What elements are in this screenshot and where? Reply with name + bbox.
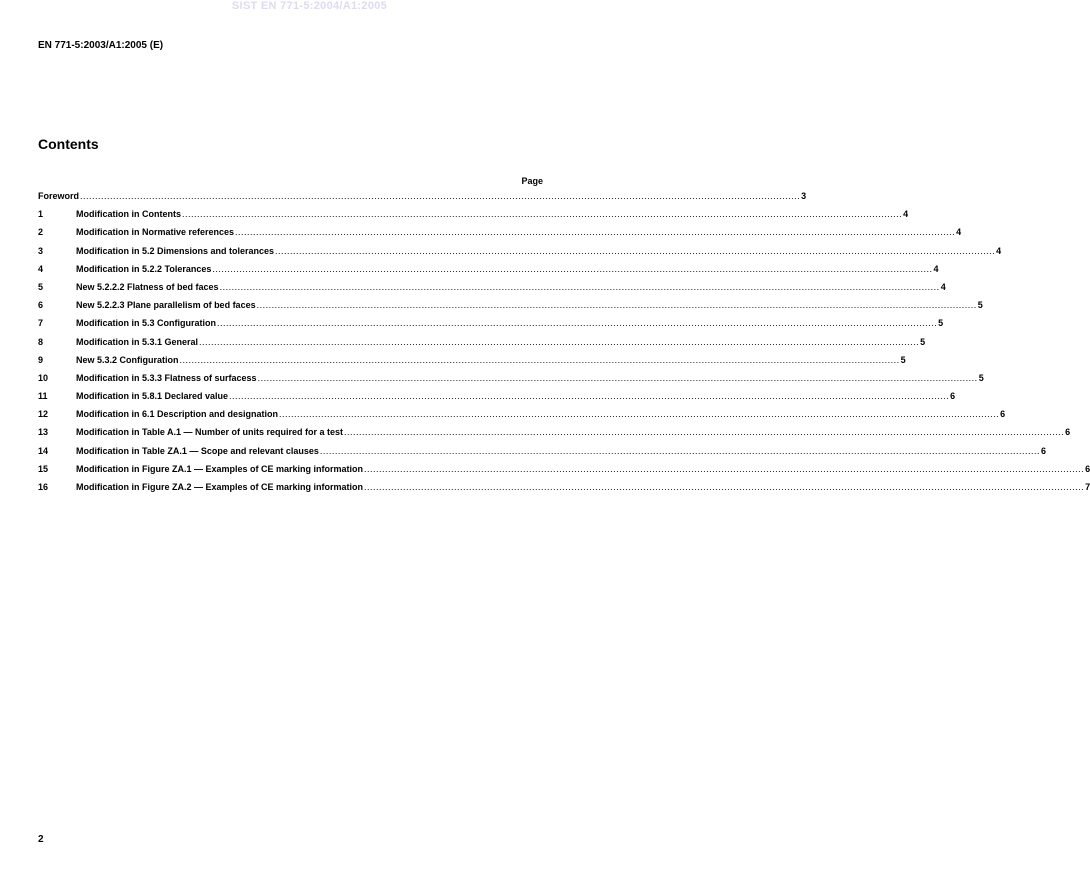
toc-entry-page: 5 (920, 336, 926, 347)
toc-entry-number: 12 (38, 409, 49, 420)
toc-entry[interactable] (38, 445, 1047, 464)
toc-entry-title: Modification in Table ZA.1 — Scope and relevant clauses (76, 445, 319, 456)
toc-entry-number: 10 (38, 372, 49, 383)
toc-dot-leader (80, 191, 800, 201)
toc-entry[interactable] (38, 300, 983, 318)
contents-title: Contents (38, 136, 99, 152)
toc-dot-leader (235, 227, 955, 237)
toc-entry[interactable] (38, 372, 984, 391)
toc-entry[interactable] (38, 409, 1006, 427)
toc-entry-number: 7 (38, 318, 44, 329)
toc-dot-leader (258, 373, 978, 383)
toc-entry[interactable] (38, 227, 962, 245)
toc-entry-title: Modification in 5.3.1 General (76, 336, 199, 347)
toc-entry-page: 6 (950, 391, 956, 402)
toc-dot-leader (344, 427, 1064, 437)
toc-entry[interactable] (38, 191, 807, 209)
document-id: EN 771-5:2003/A1:2005 (E) (38, 40, 164, 51)
toc-entry-number: 11 (38, 391, 48, 402)
toc-dot-leader (364, 482, 1084, 492)
toc-entry-number: 6 (38, 300, 44, 311)
toc-entry[interactable] (38, 209, 909, 227)
toc-dot-leader (180, 355, 900, 365)
toc-entry[interactable] (38, 482, 1090, 500)
toc-entry-page: 6 (1041, 445, 1047, 456)
toc-entry-title: Modification in Figure ZA.1 — Examples of CE marking information (76, 463, 364, 474)
toc-entry-page: 4 (933, 263, 939, 274)
toc-entry-page: 6 (1085, 463, 1090, 474)
toc-entry-number: 13 (38, 427, 49, 438)
toc-entry-title: Modification in Table A.1 — Number of units required for a test (76, 427, 344, 438)
toc-entry-page: 5 (978, 372, 984, 383)
toc-entry-number: 4 (38, 263, 44, 274)
toc-entry-page: 4 (956, 227, 962, 238)
toc-entry[interactable] (38, 318, 944, 336)
toc-entry-page: 5 (977, 300, 983, 311)
watermark: SIST EN 771-5:2004/A1:2005 (231, 0, 388, 12)
toc-entry-page: 6 (1000, 409, 1006, 420)
toc-entry[interactable] (38, 263, 939, 282)
toc-entry-title: New 5.2.2.2 Flatness of bed faces (76, 281, 219, 292)
toc-entry-page: 5 (938, 318, 944, 329)
toc-entry[interactable] (38, 463, 1090, 482)
toc-dot-leader (257, 300, 977, 310)
toc-entry-number: 1 (38, 209, 44, 220)
toc-entry-number: 5 (38, 281, 44, 292)
toc-dot-leader (320, 446, 1040, 456)
toc-entry-number: 14 (38, 445, 49, 456)
toc-entry[interactable] (38, 391, 956, 409)
page-number: 2 (38, 834, 44, 845)
toc-entry-title: Modification in 6.1 Description and designation (76, 409, 279, 420)
toc-entry-title: Modification in Contents (76, 209, 181, 220)
toc-entry-page: 4 (996, 245, 1002, 256)
table-of-contents (38, 191, 1090, 500)
toc-entry[interactable] (38, 245, 1002, 264)
toc-dot-leader (182, 209, 902, 219)
toc-entry-page: 5 (900, 354, 906, 365)
toc-entry[interactable] (38, 281, 946, 300)
toc-entry-title: New 5.2.2.3 Plane parallelism of bed faces (76, 300, 256, 311)
toc-entry-number: 3 (38, 245, 44, 256)
page-column-heading: Page (521, 176, 543, 186)
toc-entry-title: New 5.3.2 Configuration (76, 354, 179, 365)
toc-dot-leader (199, 337, 919, 347)
toc-entry-title: Foreword (38, 191, 80, 201)
toc-entry-number: 16 (38, 482, 49, 492)
toc-entry-page: 4 (903, 209, 909, 220)
toc-entry-number: 15 (38, 463, 49, 474)
toc-entry-number: 9 (38, 354, 44, 365)
toc-entry-title: Modification in 5.3 Configuration (76, 318, 216, 329)
toc-entry[interactable] (38, 427, 1071, 445)
toc-entry-page: 6 (1065, 427, 1071, 438)
toc-dot-leader (212, 264, 932, 274)
toc-entry-title: Modification in 5.8.1 Declared value (76, 391, 229, 402)
toc-entry-number: 8 (38, 336, 44, 347)
toc-entry-title: Modification in 5.3.3 Flatness of surfacess (76, 372, 257, 383)
toc-entry-page: 3 (801, 191, 807, 201)
toc-dot-leader (275, 246, 995, 256)
toc-dot-leader (217, 318, 937, 328)
toc-entry-title: Modification in Normative references (76, 227, 235, 238)
toc-dot-leader (220, 282, 940, 292)
toc-entry-title: Modification in 5.2.2 Tolerances (76, 263, 212, 274)
toc-entry-number: 2 (38, 227, 44, 238)
toc-entry-title: Modification in 5.2 Dimensions and tolerances (76, 245, 275, 256)
toc-entry-page: 7 (1085, 482, 1090, 492)
toc-dot-leader (364, 464, 1084, 474)
toc-entry[interactable] (38, 354, 906, 373)
toc-entry-page: 4 (940, 281, 946, 292)
toc-dot-leader (279, 409, 999, 419)
toc-dot-leader (229, 391, 949, 401)
toc-entry[interactable] (38, 336, 926, 355)
toc-entry-title: Modification in Figure ZA.2 — Examples of CE marking information (76, 482, 364, 492)
